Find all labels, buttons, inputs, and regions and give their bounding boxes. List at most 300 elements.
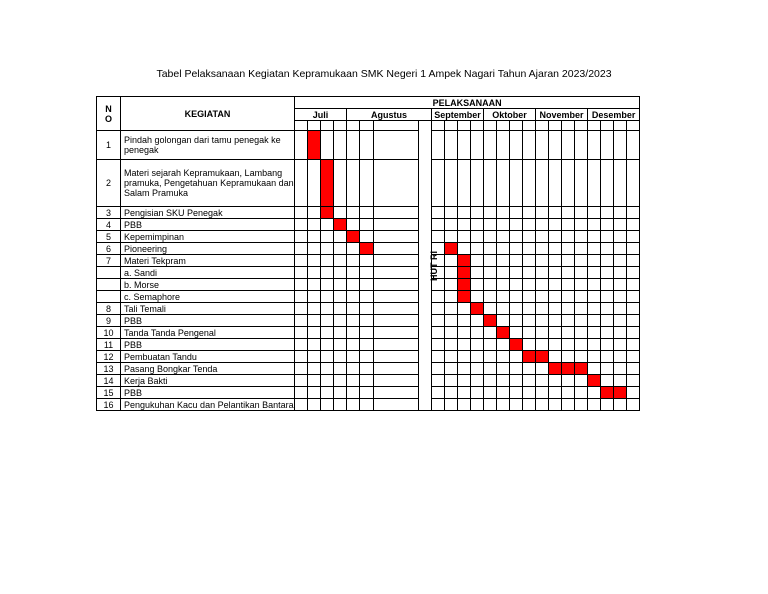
week-cell [627, 303, 640, 315]
week-cell [510, 351, 523, 363]
week-cell [536, 160, 549, 207]
table-row [97, 339, 640, 351]
week-cell [360, 339, 374, 351]
week-cell [458, 363, 471, 375]
week-cell [601, 207, 614, 219]
week-cell [510, 363, 523, 375]
week-cell [497, 303, 510, 315]
week-cell [484, 375, 497, 387]
week-cell [445, 315, 458, 327]
week-cell [334, 315, 347, 327]
week-cell [614, 339, 627, 351]
schedule-mark [484, 315, 497, 327]
week-cell [308, 255, 321, 267]
week-cell [588, 399, 601, 411]
week-cell [458, 327, 471, 339]
week-cell [588, 243, 601, 255]
table-row [97, 207, 640, 219]
week-cell [321, 375, 334, 387]
week-cell [588, 303, 601, 315]
week-cell [627, 279, 640, 291]
week-cell [360, 291, 374, 303]
week-cell [471, 291, 484, 303]
week-cell [536, 279, 549, 291]
activity-name: PBB [121, 387, 295, 399]
week-cell [497, 231, 510, 243]
schedule-mark [588, 375, 601, 387]
week-cell [601, 363, 614, 375]
week-cell [374, 363, 419, 375]
week-cell [601, 279, 614, 291]
week-cell [445, 267, 458, 279]
activity-name: Pioneering [121, 243, 295, 255]
week-cell [601, 160, 614, 207]
week-cell [458, 387, 471, 399]
week-cell [523, 375, 536, 387]
week-cell [562, 279, 575, 291]
week-cell [360, 351, 374, 363]
week-cell [347, 121, 360, 131]
row-number: 15 [97, 387, 121, 399]
week-cell [484, 351, 497, 363]
week-cell [471, 160, 484, 207]
row-number: 16 [97, 399, 121, 411]
week-cell [536, 243, 549, 255]
week-cell [497, 255, 510, 267]
week-cell [497, 339, 510, 351]
table-row [97, 267, 640, 279]
week-cell [601, 351, 614, 363]
week-cell [321, 339, 334, 351]
activity-name: Pembuatan Tandu [121, 351, 295, 363]
week-cell [601, 219, 614, 231]
week-cell [614, 351, 627, 363]
week-cell [458, 207, 471, 219]
week-cell [614, 327, 627, 339]
week-cell [347, 243, 360, 255]
row-number: 14 [97, 375, 121, 387]
week-cell [575, 279, 588, 291]
week-cell [347, 399, 360, 411]
week-cell [627, 375, 640, 387]
week-cell [575, 303, 588, 315]
week-cell [334, 131, 347, 160]
week-cell [445, 231, 458, 243]
schedule-mark [510, 339, 523, 351]
week-cell [360, 399, 374, 411]
week-cell [374, 399, 419, 411]
row-number [97, 291, 121, 303]
week-cell [575, 291, 588, 303]
week-cell [321, 387, 334, 399]
week-cell [614, 315, 627, 327]
week-cell [308, 315, 321, 327]
week-cell [374, 255, 419, 267]
schedule-mark [575, 363, 588, 375]
week-cell [562, 375, 575, 387]
week-cell [614, 243, 627, 255]
week-cell [295, 399, 308, 411]
week-cell [308, 375, 321, 387]
week-cell [562, 267, 575, 279]
week-cell [295, 327, 308, 339]
week-cell [627, 121, 640, 131]
week-cell [458, 351, 471, 363]
week-cell [536, 303, 549, 315]
week-cell [484, 131, 497, 160]
week-cell [471, 207, 484, 219]
table-row [97, 399, 640, 411]
week-cell [549, 207, 562, 219]
week-cell [308, 219, 321, 231]
week-cell [575, 231, 588, 243]
week-cell [523, 160, 536, 207]
week-cell [627, 339, 640, 351]
week-cell [374, 291, 419, 303]
week-cell [445, 363, 458, 375]
week-cell [562, 131, 575, 160]
week-cell [614, 219, 627, 231]
week-cell [295, 375, 308, 387]
week-cell [588, 231, 601, 243]
header-row-1 [97, 97, 640, 109]
week-cell [458, 219, 471, 231]
schedule-mark [360, 243, 374, 255]
week-cell [588, 363, 601, 375]
week-cell [445, 291, 458, 303]
week-cell [334, 375, 347, 387]
activity-name: PBB [121, 219, 295, 231]
week-cell [308, 231, 321, 243]
week-cell [308, 339, 321, 351]
week-cell [321, 279, 334, 291]
week-cell [614, 267, 627, 279]
week-cell [484, 267, 497, 279]
week-cell [374, 303, 419, 315]
month-header: Oktober [484, 109, 536, 121]
week-cell [588, 339, 601, 351]
week-cell [627, 387, 640, 399]
week-cell [536, 363, 549, 375]
week-cell [445, 255, 458, 267]
week-cell [308, 121, 321, 131]
week-cell [523, 303, 536, 315]
week-cell [549, 351, 562, 363]
week-cell [614, 131, 627, 160]
week-cell [308, 327, 321, 339]
week-cell [523, 121, 536, 131]
week-cell [374, 219, 419, 231]
week-cell [497, 351, 510, 363]
week-cell [432, 327, 445, 339]
activity-name: Materi Tekpram [121, 255, 295, 267]
week-cell [295, 243, 308, 255]
week-cell [536, 267, 549, 279]
week-cell [432, 399, 445, 411]
week-cell [575, 351, 588, 363]
week-cell [360, 387, 374, 399]
week-cell [575, 339, 588, 351]
week-cell [627, 327, 640, 339]
week-cell [601, 399, 614, 411]
activity-name: Tanda Tanda Pengenal [121, 327, 295, 339]
week-cell [445, 303, 458, 315]
week-cell [562, 255, 575, 267]
activity-name: Kepemimpinan [121, 231, 295, 243]
schedule-mark [601, 387, 614, 399]
week-cell [308, 207, 321, 219]
week-cell [536, 387, 549, 399]
row-number: 12 [97, 351, 121, 363]
week-cell [588, 255, 601, 267]
activity-name: PBB [121, 315, 295, 327]
week-cell [484, 291, 497, 303]
table-row [97, 291, 640, 303]
row-number [97, 267, 121, 279]
week-cell [432, 339, 445, 351]
week-cell [484, 121, 497, 131]
week-cell [510, 315, 523, 327]
week-cell [575, 243, 588, 255]
week-cell [334, 399, 347, 411]
week-cell [458, 131, 471, 160]
week-cell [432, 351, 445, 363]
week-cell [432, 231, 445, 243]
week-cell [347, 207, 360, 219]
week-cell [484, 303, 497, 315]
week-cell [445, 160, 458, 207]
week-cell [308, 387, 321, 399]
schedule-mark [497, 327, 510, 339]
week-cell [562, 160, 575, 207]
activity-name: c. Semaphore [121, 291, 295, 303]
week-cell [536, 399, 549, 411]
week-cell [536, 219, 549, 231]
week-cell [484, 363, 497, 375]
pelaksanaan-header: PELAKSANAAN [295, 97, 640, 109]
week-cell [374, 375, 419, 387]
week-cell [484, 387, 497, 399]
week-cell [471, 351, 484, 363]
week-cell [432, 315, 445, 327]
hut-ri-label: HUT RI [429, 250, 439, 281]
week-cell [497, 315, 510, 327]
row-number: 3 [97, 207, 121, 219]
week-cell [445, 279, 458, 291]
week-cell [601, 121, 614, 131]
week-cell [562, 315, 575, 327]
week-cell [334, 303, 347, 315]
week-cell [484, 399, 497, 411]
row-number: 7 [97, 255, 121, 267]
week-cell [374, 131, 419, 160]
week-cell [510, 399, 523, 411]
week-cell [627, 363, 640, 375]
week-cell [295, 255, 308, 267]
week-cell [374, 231, 419, 243]
week-cell [308, 399, 321, 411]
row-number [97, 279, 121, 291]
week-cell [471, 267, 484, 279]
week-cell [445, 121, 458, 131]
week-cell [510, 267, 523, 279]
week-cell [295, 351, 308, 363]
week-cell [575, 387, 588, 399]
schedule-mark [458, 279, 471, 291]
week-cell [458, 231, 471, 243]
week-cell [484, 207, 497, 219]
week-cell [601, 291, 614, 303]
week-cell [627, 160, 640, 207]
week-cell [601, 131, 614, 160]
week-cell [523, 339, 536, 351]
table-row [97, 303, 640, 315]
week-cell [497, 131, 510, 160]
week-cell [575, 399, 588, 411]
week-cell [471, 315, 484, 327]
week-cell [614, 121, 627, 131]
week-cell [347, 267, 360, 279]
week-cell [601, 375, 614, 387]
week-cell [308, 351, 321, 363]
week-cell [374, 351, 419, 363]
week-cell [471, 339, 484, 351]
week-cell [347, 255, 360, 267]
week-cell [484, 231, 497, 243]
week-cell [471, 121, 484, 131]
week-cell [445, 327, 458, 339]
week-cell [458, 243, 471, 255]
month-header: September [432, 109, 484, 121]
week-cell [374, 279, 419, 291]
week-cell [471, 243, 484, 255]
week-cell [523, 219, 536, 231]
week-cell [458, 339, 471, 351]
week-cell [575, 315, 588, 327]
week-cell [549, 231, 562, 243]
week-cell [575, 131, 588, 160]
week-cell [588, 279, 601, 291]
week-cell [360, 315, 374, 327]
week-cell [510, 243, 523, 255]
week-cell [360, 279, 374, 291]
week-cell [321, 267, 334, 279]
week-cell [536, 207, 549, 219]
week-cell [347, 315, 360, 327]
week-cell [432, 363, 445, 375]
schedule-mark [321, 160, 334, 207]
week-cell [588, 160, 601, 207]
week-cell [445, 219, 458, 231]
week-cell [523, 327, 536, 339]
week-cell [321, 351, 334, 363]
activity-name: Materi sejarah Kepramukaan, Lambang pramuka, Pengetahuan Kepramukaan dan Salam Pramuka [121, 160, 295, 207]
week-cell [614, 303, 627, 315]
table-row [97, 243, 640, 255]
table-row [97, 231, 640, 243]
week-cell [523, 291, 536, 303]
week-cell [497, 291, 510, 303]
week-cell [334, 231, 347, 243]
week-cell [588, 267, 601, 279]
week-cell [614, 160, 627, 207]
table-row [97, 279, 640, 291]
week-cell [471, 375, 484, 387]
week-cell [510, 219, 523, 231]
schedule-table [96, 96, 640, 411]
week-cell [295, 219, 308, 231]
week-cell [575, 160, 588, 207]
activity-name: Pindah golongan dari tamu penegak ke penegak [121, 131, 295, 160]
month-header: Juli [295, 109, 347, 121]
table-row [97, 160, 640, 207]
week-cell [549, 291, 562, 303]
week-cell [334, 339, 347, 351]
week-cell [536, 339, 549, 351]
week-cell [308, 160, 321, 207]
schedule-mark [347, 231, 360, 243]
week-cell [588, 291, 601, 303]
week-cell [458, 315, 471, 327]
document-title: Tabel Pelaksanaan Kegiatan Kepramukaan SMK Negeri 1 Ampek Nagari Tahun Ajaran 2023/2023 [156, 68, 612, 80]
week-cell [497, 363, 510, 375]
week-cell [360, 231, 374, 243]
week-cell [575, 267, 588, 279]
week-cell [562, 399, 575, 411]
week-cell [445, 207, 458, 219]
week-cell [575, 207, 588, 219]
week-cell [562, 327, 575, 339]
table-row [97, 351, 640, 363]
week-cell [295, 207, 308, 219]
schedule-mark [614, 387, 627, 399]
week-cell [471, 219, 484, 231]
table-row [97, 363, 640, 375]
schedule-mark [458, 255, 471, 267]
week-cell [308, 291, 321, 303]
week-cell [360, 363, 374, 375]
week-cell [334, 207, 347, 219]
week-cell [458, 399, 471, 411]
week-cell [549, 279, 562, 291]
no-header-bottom: O [104, 113, 112, 124]
week-cell [627, 231, 640, 243]
week-cell [549, 267, 562, 279]
week-cell [374, 327, 419, 339]
week-cell [445, 399, 458, 411]
week-cell [549, 160, 562, 207]
week-cell [334, 351, 347, 363]
week-cell [562, 121, 575, 131]
week-cell [308, 243, 321, 255]
week-cell [484, 339, 497, 351]
month-header: Agustus [347, 109, 432, 121]
week-cell [601, 303, 614, 315]
week-cell [484, 327, 497, 339]
week-cell [510, 387, 523, 399]
week-cell [562, 387, 575, 399]
activity-name: Pasang Bongkar Tenda [121, 363, 295, 375]
week-cell [334, 243, 347, 255]
week-cell [536, 327, 549, 339]
week-cell [432, 219, 445, 231]
week-cell [562, 351, 575, 363]
week-cell [360, 327, 374, 339]
activity-name: Tali Temali [121, 303, 295, 315]
week-cell [295, 131, 308, 160]
week-cell [295, 387, 308, 399]
schedule-mark [321, 207, 334, 219]
